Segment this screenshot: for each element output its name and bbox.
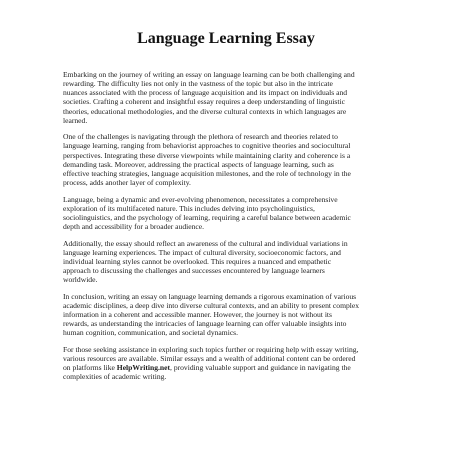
text-line: academic disciplines, a deep dive into diverse cultural contexts, and an ability to present complex [63,301,360,310]
text-line: language learning, ranging from behaviorist approaches to cognitive theories and sociocultural [63,141,351,151]
text-line: information in a coherent and accessible manner. However, the journey is not without its [63,310,332,320]
text-line: individual learning styles cannot be overlooked. This requires a nuanced and empathetic [63,256,332,266]
text-line: sociolinguistics, and the psychology of learning, requiring a careful balance between academic [63,212,351,222]
paragraph-6 [63,345,393,382]
text-line: perspectives. Integrating these diverse viewpoints while maintaining clarity and coherence is a [63,150,351,160]
text-line: approach to discussing the challenges and successes encountered by language learners [63,266,325,276]
text-line: effective teaching strategies, language acquisition milestones, and the role of technology in the [63,168,351,178]
paragraph-3 [63,195,393,232]
link-prefix-text: on platforms like [63,363,117,373]
text-line: complexities of academic writing. [63,372,167,382]
paragraph-1 [63,70,393,125]
text-line: In conclusion, writing an essay on language learning demands a rigorous examination of various [63,291,357,301]
text-line: learned. [63,115,88,125]
text-line: human cognition, communication, and societal dynamics. [63,328,239,338]
text-line: Embarking on the journey of writing an essay on language learning can be both challenging and [63,70,355,79]
text-line: societies. Crafting a coherent and insightful essay requires a deep understanding of linguistic [63,97,345,107]
text-line: Language, being a dynamic and ever-evolving phenomenon, necessitates a comprehensive [63,194,338,204]
text-line: exploration of its multifaceted nature. This includes delving into psycholinguistics, [63,203,315,213]
paragraph-5 [63,292,393,338]
text-line: demanding task. Moreover, addressing the practical aspects of language learning, such as [63,159,334,169]
text-line: rewards, as understanding the intricacies of language learning can offer valuable insights into [63,319,347,329]
helpwriting-link[interactable]: HelpWriting.net [116,363,171,373]
link-suffix-text: , providing valuable support and guidance in navigating the [170,363,351,373]
text-line: nuances associated with the process of language acquisition and its impact on individuals and [63,88,348,98]
text-line: language learning experiences. The impact of cultural diversity, socioeconomic factors, and [63,247,341,257]
document-title: Language Learning Essay [137,30,315,47]
text-line: For those seeking assistance in exploring such topics further or requiring help with essay writing, [63,345,359,355]
text-line: worldwide. [63,275,98,285]
text-line-with-link [63,363,393,372]
text-line: process, adds another layer of complexity. [63,178,191,188]
document-body [63,70,393,389]
text-line: theories, educational methodologies, and the diverse cultural contexts in which languages are [63,106,347,116]
text-line: Additionally, the essay should reflect an awareness of the cultural and individual variations in [63,238,348,248]
paragraph-2 [63,132,393,187]
text-line: One of the challenges is navigating through the plethora of research and theories related to [63,132,338,142]
paragraph-4 [63,239,393,285]
text-line: rewarding. The difficulty lies not only in the vastness of the topic but also in the intricate [63,79,333,89]
text-line: depth and accessibility for a broader audience. [63,222,205,232]
text-line: various resources are available. Similar essays and a wealth of additional content can be ordered [63,354,356,364]
